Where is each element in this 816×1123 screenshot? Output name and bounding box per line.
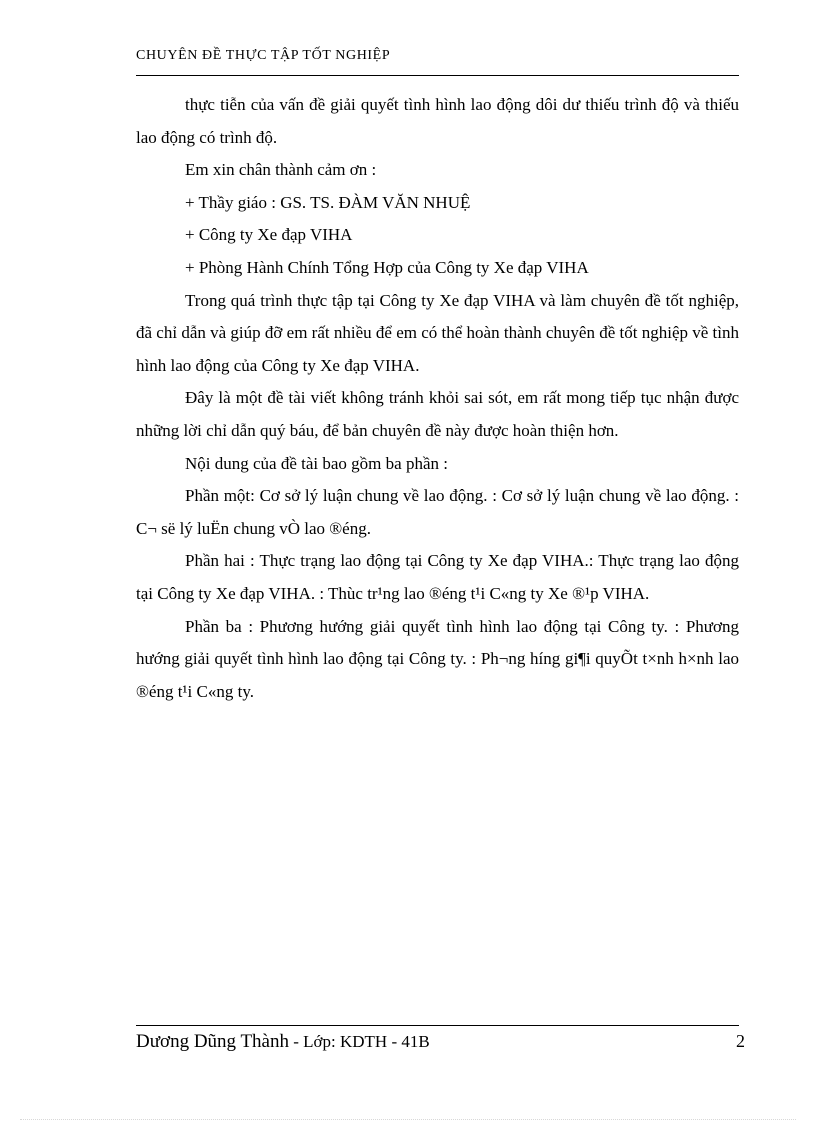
page-bottom-border bbox=[20, 1119, 796, 1120]
paragraph-8: Nội dung của đề tài bao gồm ba phần : bbox=[185, 453, 448, 473]
class-label: - Lớp: KDTH - 41B bbox=[288, 1032, 430, 1051]
author-name: Dương Dũng Thành bbox=[136, 1031, 289, 1052]
footer-author bbox=[136, 1031, 430, 1053]
paragraph-10: Phần hai : Thực trạng lao động tại Công ty Xe đạp VIHA.: Thực trạng lao động tại Công ty Xe đạp VIHA. : Thùc tr¹ng lao ®éng t¹i C«ng ty Xe ®¹p VIHA. bbox=[136, 551, 739, 603]
paragraph-4: + Công ty Xe đạp VIHA bbox=[185, 225, 353, 245]
header-divider bbox=[136, 75, 739, 76]
paragraph-7: Đây là một đề tài viết không tránh khỏi sai sót, em rất mong tiếp tục nhận được những lời chỉ dẫn quý báu, để bản chuyên đề này được hoàn thiện hơn. bbox=[136, 388, 739, 440]
paragraph-5: + Phòng Hành Chính Tổng Hợp của Công ty Xe đạp VIHA bbox=[185, 257, 589, 277]
paragraph-9: Phần một: Cơ sở lý luận chung về lao động. : Cơ sở lý luận chung về lao động. : C¬ së lý luËn chung vÒ lao ®éng. bbox=[136, 486, 739, 538]
paragraph-2: Em xin chân thành cảm ơn : bbox=[185, 160, 377, 180]
footer-divider bbox=[136, 1025, 739, 1026]
header-title: CHUYÊN ĐỀ THỰC TẬP TỐT NGHIỆP bbox=[136, 48, 391, 63]
paragraph-3: + Thầy giáo : GS. TS. ĐÀM VĂN NHUỆ bbox=[185, 192, 471, 212]
paragraph-6: Trong quá trình thực tập tại Công ty Xe đạp VIHA và làm chuyên đề tốt nghiệp, đã chỉ dẫn và giúp đỡ em rất nhiều để em có thể hoàn thành chuyên đề tốt nghiệp về tình hình lao động của Công ty Xe đạp VIHA. bbox=[136, 290, 739, 375]
page-number: 2 bbox=[736, 1031, 745, 1051]
document-body bbox=[136, 89, 739, 708]
paragraph-11: Phần ba : Phương hướng giải quyết tình hình lao động tại Công ty. : Phương hướng giải quyết tình hình lao động tại Công ty. : Ph¬ng híng gi¶i quyÕt t×nh h×nh lao ®éng t¹i C«ng ty. bbox=[136, 616, 739, 701]
paragraph-1: thực tiễn của vấn đề giải quyết tình hình lao động dôi dư thiếu trình độ và thiếu lao động có trình độ. bbox=[136, 95, 739, 147]
